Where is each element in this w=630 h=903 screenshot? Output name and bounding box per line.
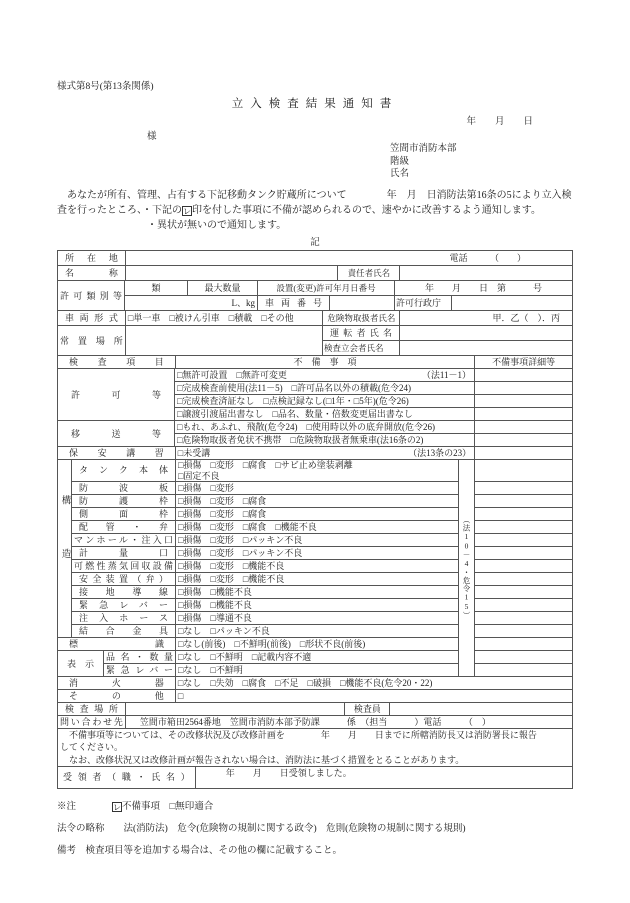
hazmat-handler-label: 危険物取扱者氏名 <box>323 311 400 326</box>
class-label: 類 <box>125 281 188 296</box>
structure-items-9: □損傷 □機能不良 <box>176 586 459 599</box>
row-contact <box>58 716 573 729</box>
group-permit <box>58 369 573 421</box>
permit-row-0: □無許可設置 □無許可変更 （法11－1） <box>175 369 475 382</box>
other-label: その他 <box>58 690 176 703</box>
detail-cell <box>475 534 573 547</box>
row-other <box>58 690 573 703</box>
structure-name-1: 防波板 <box>72 482 176 495</box>
row-location <box>58 251 573 266</box>
detail-cell <box>475 482 573 495</box>
structure-name-6: 計量口 <box>72 547 176 560</box>
parking-place-label: 常置場所 <box>58 326 126 356</box>
other-items: □ <box>176 690 573 703</box>
transport-row-1: □危険物取扱者免状不携帯 □危険物取扱者無乗車(法16条の2) <box>175 434 475 447</box>
structure-name-10: 緊急レバー <box>72 599 176 612</box>
header-defect: 不 備 事 項 <box>176 356 475 369</box>
detail-cell <box>475 638 573 651</box>
location-label: 所在地 <box>58 251 126 266</box>
structure-items-1: □損傷 □変形 <box>176 482 459 495</box>
structure-detail-column <box>475 460 573 677</box>
structure-items-8: □損傷 □変形 □機能不良 <box>176 573 459 586</box>
structure-items-3: □損傷 □変形 □腐食 <box>176 508 459 521</box>
detail-cell <box>475 508 573 521</box>
permit-group-rows <box>175 369 573 421</box>
display-rows <box>104 651 459 677</box>
issuer-rank-label: 階級 <box>390 156 410 167</box>
vehicle-number-value-cell <box>330 296 395 311</box>
transport-group-rows <box>175 421 573 447</box>
row-sign <box>58 638 459 651</box>
permit-class-label: 許可類別等 <box>58 281 125 311</box>
intro-line-2 <box>57 203 573 218</box>
row-inspection-place <box>58 703 573 716</box>
notice-line-2: してください。 <box>60 742 124 752</box>
detail-cell <box>475 560 573 573</box>
detail-cell <box>475 408 573 421</box>
inspection-place-label: 検査場所 <box>58 703 126 716</box>
structure-items-11: □損傷 □導通不良 <box>176 612 459 625</box>
permit-date-no: 年 月 日 第 号 <box>395 281 573 296</box>
form-number: 様式第8号(第13条関係) <box>57 82 154 92</box>
intro-line-3: ・異状が無いので通知します。 <box>147 219 287 231</box>
inspection-table <box>57 250 573 789</box>
detail-cell <box>475 369 573 382</box>
unit-label: L、kg <box>125 296 258 311</box>
transport-row-0: □もれ、あふれ、飛散(危令24) □使用時以外の底弁開放(危令26) <box>175 421 475 434</box>
issuer-name-label: 氏名 <box>390 169 410 179</box>
detail-cell <box>475 521 573 534</box>
issue-date: 年 月 日 <box>466 117 533 127</box>
manager-value-cell <box>400 266 573 281</box>
detail-cell <box>475 460 573 482</box>
structure-name-11: 注入ホース <box>72 612 176 625</box>
structure-name-7: 可燃性蒸気回収設備 <box>72 560 176 573</box>
display-items-1: □なし □不鮮明 <box>176 664 459 677</box>
inspector-label: 検査員 <box>345 703 390 716</box>
permit-group-label: 許可等 <box>58 369 175 421</box>
notice-line-1: 不備事項等については、その改修状況及び改修計画を 年 月 日までに所轄消防長又は消防署長に報告 <box>60 729 537 740</box>
structure-rows <box>72 460 459 638</box>
legend-note-label: ※注 <box>57 801 77 812</box>
display-name-1: 緊急レバー <box>104 664 176 677</box>
structure-items-2: □損傷 □変形 □腐食 <box>176 495 459 508</box>
structure-items-5: □損傷 □変形 □パッキン不良 <box>176 534 459 547</box>
intro-line-1: あなたが所有、管理、占有する下記移動タンク貯蔵所について 年 月 日消防法第16条の5により立入検 <box>57 189 572 201</box>
ki-heading: 記 <box>310 237 320 248</box>
receipt-value: 年 月 日受領しました。 <box>196 767 573 789</box>
row-name <box>58 266 573 281</box>
witness-value-cell <box>400 341 573 356</box>
remarks: 備考 検査項目等を追加する場合は、その他の欄に記載すること。 <box>57 845 343 856</box>
structure-items-7: □損傷 □変形 □機能不良 <box>176 560 459 573</box>
legend-note-row <box>57 798 573 812</box>
law-reference-column: （法10－4・危令15） <box>459 460 475 677</box>
structure-items-12: □なし □パッキン不良 <box>176 625 459 638</box>
document-title: 立入検査結果通知書 <box>231 98 399 110</box>
header-inspection-item: 検査項目 <box>58 356 176 369</box>
detail-cell <box>475 573 573 586</box>
setup-permit-label: 設置(変更)許可年月日番号 <box>258 281 395 296</box>
display-name-0: 品名・数量 <box>104 651 176 664</box>
extinguisher-label: 消火器 <box>58 677 176 690</box>
detail-cell <box>475 599 573 612</box>
structure-name-4: 配管・弁 <box>72 521 176 534</box>
group-structure <box>58 460 459 638</box>
witness-label: 検査立会者氏名 <box>323 341 400 356</box>
structure-items-0: □損傷 □変形 □腐食 □サビ止め塗装剥離 □固定不良 <box>176 460 459 482</box>
receipt-label: 受領者（職・氏名） <box>58 767 196 789</box>
driver-label: 運転者氏名 <box>323 326 400 341</box>
structure-items-6: □損傷 □変形 □パッキン不良 <box>176 547 459 560</box>
authority-value-cell <box>452 296 573 311</box>
row-notice <box>58 729 573 767</box>
group-display <box>58 651 459 677</box>
detail-cell <box>475 664 573 677</box>
detail-cell <box>475 651 573 664</box>
vehicle-type-label: 車両形式 <box>58 311 126 326</box>
location-value-cell <box>126 251 573 266</box>
issuer-block <box>390 143 573 181</box>
structure-name-12: 結合金具 <box>72 625 176 638</box>
row-vehicle-type <box>58 311 573 326</box>
phone-label: 電話 （ ） <box>449 252 526 263</box>
structure-name-2: 防護枠 <box>72 495 176 508</box>
contact-info: 笠間市箱田2564番地 笠間市消防本部予防課 係 （担当 ）電話 （ ） <box>126 716 573 729</box>
name-label: 名称 <box>58 266 126 281</box>
check-mark-box: レ <box>183 206 191 216</box>
detail-cell <box>475 612 573 625</box>
training-row: □未受講 （法13条の23） <box>176 447 475 460</box>
permit-row-2: □完成検査済証なし □点検記録なし(□1年・□5年)(危令26) <box>175 395 475 408</box>
hazmat-handler-value: 甲．乙（ ）．丙 <box>400 311 573 326</box>
structure-name-5: マンホール・注入口 <box>72 534 176 547</box>
parking-place-value-cell <box>126 326 323 356</box>
issuer-organization: 笠間市消防本部 <box>390 144 457 154</box>
name-value-cell <box>126 266 339 281</box>
permit-class-rows <box>125 281 573 311</box>
intro-line-2-pre: 査を行ったところ、・下記の <box>57 204 182 216</box>
supersection-structure <box>58 460 573 677</box>
law-ref: （法11－1） <box>421 369 471 380</box>
authority-label: 許可行政庁 <box>395 296 452 311</box>
inspection-place-value-cell <box>126 703 346 716</box>
detail-cell <box>475 382 573 395</box>
row-receipt <box>58 767 573 789</box>
row-training <box>58 447 573 460</box>
extinguisher-items: □なし □失効 □腐食 □不足 □破損 □機能不良(危令20・22) <box>176 677 573 690</box>
legend-unchecked-meaning: □無印適合 <box>169 801 214 812</box>
structure-items-10: □損傷 □機能不良 <box>176 599 459 612</box>
detail-cell <box>475 447 573 460</box>
legend-checked-meaning: 不備事項 <box>122 801 161 812</box>
check-mark-box: レ <box>113 802 121 812</box>
structure-left <box>58 460 459 677</box>
group-permit-class <box>58 281 573 311</box>
driver-value-cell <box>400 326 573 341</box>
transport-group-label: 移送等 <box>58 421 175 447</box>
group-transport <box>58 421 573 447</box>
sign-label: 標識 <box>58 638 176 651</box>
parking-side-rows <box>323 326 573 356</box>
row-section-header <box>58 356 573 369</box>
form-content <box>57 78 573 856</box>
detail-cell <box>475 586 573 599</box>
detail-cell <box>475 625 573 638</box>
detail-cell <box>475 395 573 408</box>
intro-line-2-post: 印を付した事項に不備が認められるので、速やかに改善するよう通知します。 <box>192 204 541 216</box>
group-parking-place <box>58 326 573 356</box>
structure-name-8: 安全装置（弁） <box>72 573 176 586</box>
detail-cell <box>475 495 573 508</box>
notice-line-3: なお、改修状況又は改修計画が報告されない場合は、消防法に基づく措置をとることがあります。 <box>60 754 465 765</box>
contact-label: 問い合わせ先 <box>58 716 126 729</box>
max-quantity-label: 最大数量 <box>188 281 258 296</box>
intro-paragraph <box>57 188 573 233</box>
sign-items: □なし(前後) □不鮮明(前後) □形状不良(前後) <box>176 638 459 651</box>
legend-note-content <box>112 798 213 812</box>
vehicle-number-label: 車両番号 <box>258 296 330 311</box>
law-ref: （法13条の23） <box>408 447 472 458</box>
vehicle-type-options: □単一車 □被けん引車 □積載 □その他 <box>126 311 324 326</box>
display-group-label: 表示 <box>58 651 104 677</box>
row-extinguisher <box>58 677 573 690</box>
structure-items-4: □損傷 □変形 □腐食 □機能不良 <box>176 521 459 534</box>
permit-row-3: □譲渡引渡届出書なし □品名、数量・倍数変更届出書なし <box>175 408 475 421</box>
addressee-suffix: 様 <box>147 132 157 142</box>
display-items-0: □なし □不鮮明 □記載内容不適 <box>176 651 459 664</box>
header-defect-detail: 不備事項詳細等 <box>475 356 573 369</box>
manager-label: 責任者氏名 <box>338 266 400 281</box>
law-abbreviations: 法令の略称 法(消防法) 危令(危険物の規制に関する政令) 危則(危険物の規制に関する規則) <box>57 823 466 834</box>
structure-name-0: タンク本体 <box>72 460 176 482</box>
structure-name-9: 接地導線 <box>72 586 176 599</box>
notice-block <box>58 729 573 767</box>
detail-cell <box>475 547 573 560</box>
training-label: 保安講習 <box>58 447 176 460</box>
inspector-value-cell <box>390 703 573 716</box>
structure-group-label: 構造 <box>58 460 72 638</box>
structure-name-3: 側面枠 <box>72 508 176 521</box>
detail-cell <box>475 434 573 447</box>
permit-row-1: □完成検査前使用(法11－5) □許可品名以外の積載(危令24) <box>175 382 475 395</box>
detail-cell <box>475 421 573 434</box>
